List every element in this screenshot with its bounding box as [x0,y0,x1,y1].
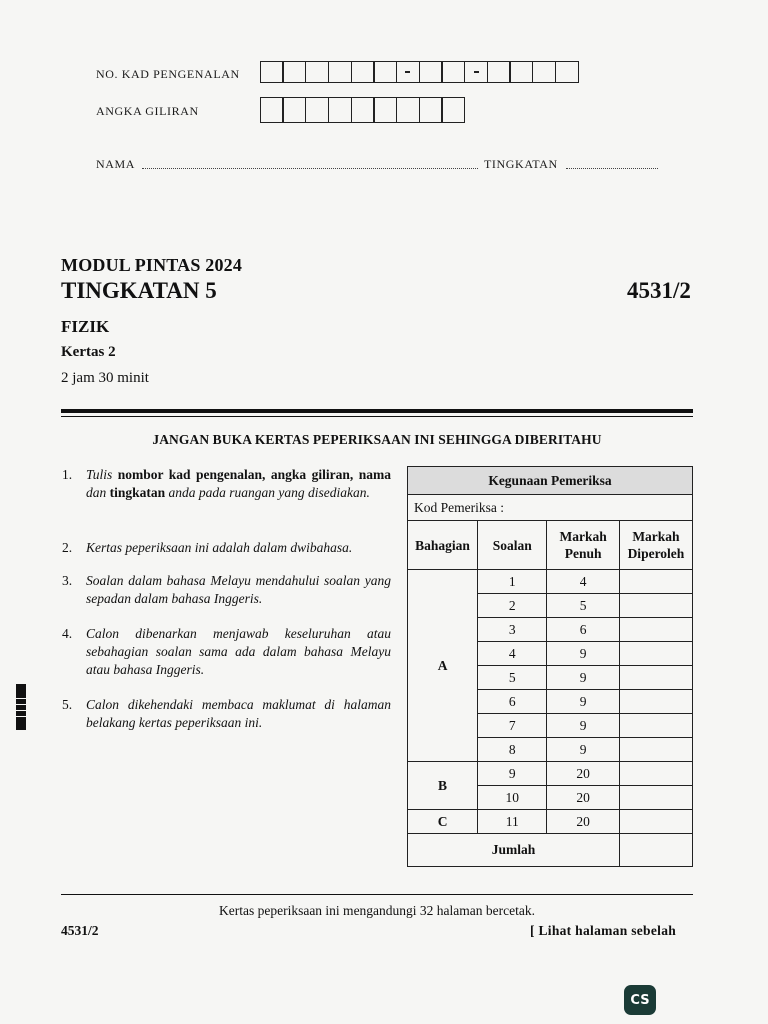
page-count-text: Kertas peperiksaan ini mengandungi 32 halaman bercetak. [218,903,535,918]
next-page-text: [ Lihat halaman sebelah [530,923,677,938]
instruction-3 [62,572,392,612]
tingkatan-line[interactable] [566,158,658,169]
tingkatan-title: TINGKATAN 5 [61,278,217,303]
row-soalan: 8 [478,738,547,762]
instruction-number: 3. [62,573,73,588]
footer-code: 4531/2 [61,923,99,938]
row-diperoleh[interactable] [619,714,692,738]
instruction-5 [62,696,392,736]
instruction-4-text: Calon dibenarkan menjawab keseluruhan atau sebahagian soalan sama ada dalam bahasa Melayu atau bahasa Inggeris. [86,626,391,677]
row-markah: 9 [547,690,620,714]
instruction-1-b: nombor kad pengenalan, angka giliran, nama [117,467,391,482]
row-markah: 20 [547,762,620,786]
instruction-3-text: Soalan dalam bahasa Melayu mendahului soalan yang sepadan dalam bahasa Inggeris. [86,573,391,606]
section-c: C [408,810,478,834]
footer-rule [61,894,693,895]
row-diperoleh[interactable] [619,570,692,594]
row-soalan: 7 [478,714,547,738]
jumlah-value[interactable] [619,834,692,867]
paper-label: Kertas 2 [61,344,116,360]
kad-pengenalan-boxes[interactable] [261,61,579,83]
row-markah: 5 [547,594,620,618]
paper-code: 4531/2 [627,278,691,303]
col-markah-penuh-line2: Penuh [564,546,602,561]
jumlah-label: Jumlah [408,834,620,867]
row-diperoleh[interactable] [619,690,692,714]
table-row [408,570,693,594]
row-markah: 9 [547,642,620,666]
col-markah-diperoleh-line1: Markah [632,529,680,544]
row-diperoleh[interactable] [619,738,692,762]
examiner-table [407,466,693,867]
row-markah: 9 [547,666,620,690]
row-soalan: 1 [478,570,547,594]
angka-giliran-boxes[interactable] [261,97,465,119]
section-b: B [408,762,478,810]
subject-title: FIZIK [61,317,110,336]
row-soalan: 3 [478,618,547,642]
instruction-1-d: tingkatan [109,485,166,500]
row-soalan: 6 [478,690,547,714]
col-markah-penuh-line1: Markah [559,529,607,544]
modul-title: MODUL PINTAS 2024 [61,255,243,275]
row-diperoleh[interactable] [619,642,692,666]
instruction-2-text: Kertas peperiksaan ini adalah dalam dwibahasa. [86,540,353,555]
row-soalan: 4 [478,642,547,666]
row-diperoleh[interactable] [619,762,692,786]
col-soalan: Soalan [478,521,547,570]
table-row [408,810,693,834]
instruction-1 [62,466,392,526]
kod-pemeriksa[interactable]: Kod Pemeriksa : [408,495,693,521]
row-diperoleh[interactable] [619,786,692,810]
col-bahagian: Bahagian [408,521,478,570]
row-markah: 4 [547,570,620,594]
row-diperoleh[interactable] [619,618,692,642]
instruction-number: 4. [62,626,73,641]
instruction-1-a: Tulis [86,467,113,482]
instruction-4 [62,625,392,685]
col-markah-diperoleh-line2: Diperoleh [627,546,685,561]
section-a: A [408,570,478,762]
instruction-number: 2. [62,540,73,555]
table-row [408,762,693,786]
col-markah-diperoleh [619,521,692,570]
title-rule-thick [61,409,693,413]
row-markah: 9 [547,714,620,738]
col-markah-penuh [547,521,620,570]
row-soalan: 10 [478,786,547,810]
kad-pengenalan-label: NO. KAD PENGENALAN [96,67,240,81]
instruction-1-e: anda pada ruangan yang disediakan. [168,485,370,500]
warning-text: JANGAN BUKA KERTAS PEPERIKSAAN INI SEHINGGA DIBERITAHU [152,432,602,447]
title-rule-thin [61,416,693,417]
instruction-number: 1. [62,467,73,482]
duration-label: 2 jam 30 minit [61,370,149,386]
row-diperoleh[interactable] [619,666,692,690]
tingkatan-label: TINGKATAN [484,157,558,171]
examiner-table-header: Kegunaan Pemeriksa [408,467,693,495]
row-diperoleh[interactable] [619,810,692,834]
row-soalan: 5 [478,666,547,690]
row-diperoleh[interactable] [619,594,692,618]
nama-line[interactable] [142,158,478,169]
instruction-5-text: Calon dikehendaki membaca maklumat di halaman belakang kertas peperiksaan ini. [86,697,391,730]
nama-label: NAMA [96,157,136,171]
instruction-2 [62,539,392,559]
row-soalan: 2 [478,594,547,618]
registration-mark [16,684,26,730]
row-soalan: 9 [478,762,547,786]
instruction-number: 5. [62,697,73,712]
row-markah: 20 [547,810,620,834]
camscanner-logo: CS [624,985,656,1015]
angka-giliran-label: ANGKA GILIRAN [96,104,199,118]
row-markah: 9 [547,738,620,762]
row-soalan: 11 [478,810,547,834]
row-markah: 6 [547,618,620,642]
instruction-1-c: dan [86,485,107,500]
row-markah: 20 [547,786,620,810]
